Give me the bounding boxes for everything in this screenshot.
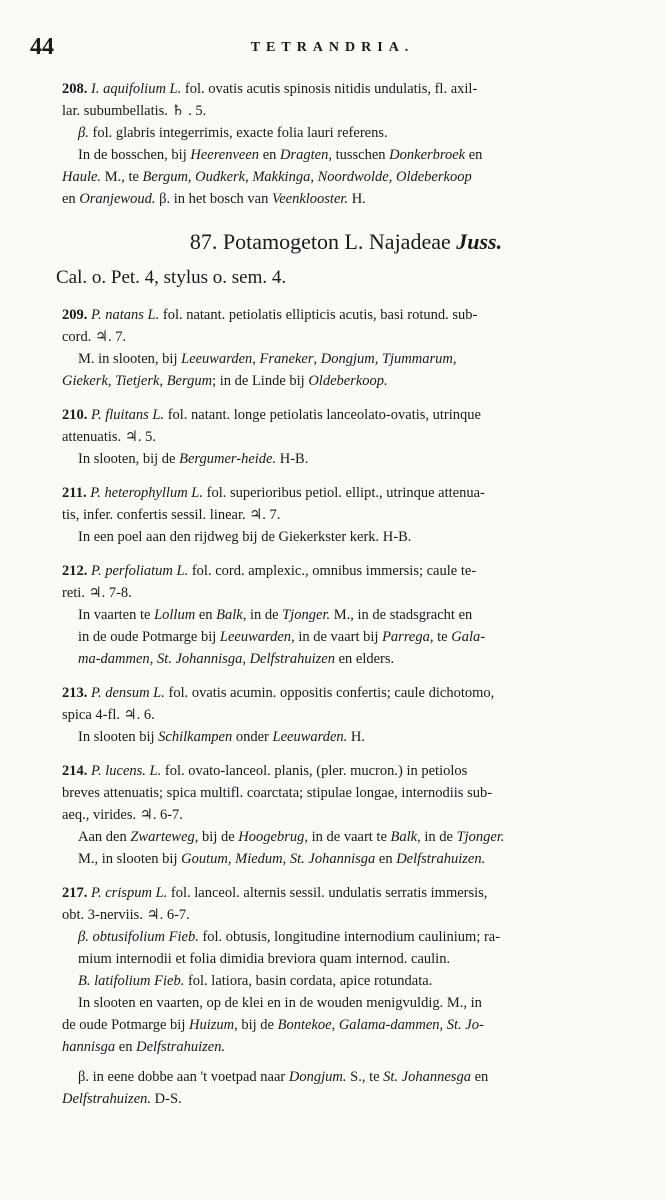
variety-symbol: B. bbox=[78, 973, 95, 989]
place-name: Oudkerk bbox=[195, 169, 246, 185]
locality-text: , in de vaart bij bbox=[291, 629, 383, 645]
place-name: Delfstrahuizen bbox=[249, 651, 335, 667]
description: fol. natant. petiolatis ellipticis acutis, basi rotund. sub- bbox=[159, 307, 478, 323]
entry-210 bbox=[62, 404, 630, 470]
entry-208 bbox=[62, 78, 630, 210]
locality-text: en bbox=[195, 607, 217, 623]
place-name: ma-dammen bbox=[78, 651, 150, 667]
locality-text: , bbox=[313, 351, 321, 367]
variety-symbol: β. bbox=[78, 929, 93, 945]
running-head: TETRANDRIA. bbox=[250, 40, 415, 55]
family-author: Juss. bbox=[456, 229, 503, 254]
locality-text: en bbox=[62, 191, 80, 207]
entry-number: 213. bbox=[62, 685, 88, 701]
locality-text: , tusschen bbox=[328, 147, 390, 163]
place-name: Oranjewoud. bbox=[79, 191, 156, 207]
locality-text: , bbox=[282, 851, 290, 867]
locality-text: , bbox=[245, 169, 253, 185]
description: fol. ovato-lanceol. planis, (pler. mucron.) in petiolos bbox=[161, 763, 468, 779]
locality-text: H-B. bbox=[276, 451, 309, 467]
locality-text: en elders. bbox=[334, 651, 395, 667]
variety-name: latifolium Fieb. bbox=[94, 973, 185, 989]
locality-text: Aan den bbox=[78, 829, 131, 845]
place-name: Giekerk bbox=[62, 373, 108, 389]
description: fol. ovatis acutis spinosis nitidis undulatis, fl. axil- bbox=[181, 81, 478, 97]
locality-text: , bbox=[107, 373, 116, 389]
family-label: Najadeae bbox=[363, 229, 457, 254]
place-name: Galama-dammen bbox=[338, 1017, 440, 1033]
locality-text: , te bbox=[429, 629, 452, 645]
place-name: Noordwolde bbox=[317, 169, 389, 185]
place-name: Goutum bbox=[181, 851, 228, 867]
locality-text: , bbox=[388, 169, 396, 185]
place-name: Bergumer-heide. bbox=[179, 451, 277, 467]
locality-text: M., in slooten bij bbox=[78, 851, 182, 867]
entry-212 bbox=[62, 560, 630, 670]
locality-text: S., te bbox=[346, 1069, 384, 1085]
locality-text: D-S. bbox=[151, 1091, 182, 1107]
place-name: Miedum bbox=[235, 851, 283, 867]
place-name: Veenklooster. bbox=[271, 191, 349, 207]
locality-text: , bbox=[159, 373, 167, 389]
place-name: Delfstrahuizen. bbox=[62, 1091, 152, 1107]
locality-text: en bbox=[465, 147, 483, 163]
locality-text: in de oude Potmarge bij bbox=[78, 629, 220, 645]
description: lar. subumbellatis. ♄ . 5. bbox=[62, 103, 207, 119]
description: aeq., virides. ♃. 6-7. bbox=[62, 807, 183, 823]
locality-text: , bbox=[242, 651, 250, 667]
locality-text: In slooten, bij de bbox=[78, 451, 180, 467]
locality-text: , bbox=[310, 169, 318, 185]
place-name: St. Johannisga bbox=[156, 651, 243, 667]
locality-text: en bbox=[375, 851, 397, 867]
species-name: P. heterophyllum L. bbox=[90, 485, 203, 501]
place-name: Dongjum. bbox=[288, 1069, 347, 1085]
entry-213 bbox=[62, 682, 630, 748]
place-name: Lollum bbox=[154, 607, 196, 623]
place-name: Zwarteweg bbox=[130, 829, 195, 845]
locality-text: , bbox=[227, 851, 236, 867]
description: fol. ovatis acumin. oppositis confertis; caule dichotomo, bbox=[164, 685, 495, 701]
variety-text: fol. obtusis, longitudine internodium caulinium; ra- bbox=[198, 929, 501, 945]
locality-text: β. in eene dobbe aan 't voetpad naar bbox=[78, 1069, 289, 1085]
variety-name: obtusifolium Fieb. bbox=[92, 929, 199, 945]
locality-text: , bij de bbox=[234, 1017, 278, 1033]
locality-text: In een poel aan den rijdweg bij de Giekerkster kerk. H-B. bbox=[78, 529, 412, 545]
variety-text: fol. glabris integerrimis, exacte folia lauri referens. bbox=[88, 125, 388, 141]
entry-number: 208. bbox=[62, 81, 88, 97]
place-name: Schilkampen bbox=[158, 729, 233, 745]
place-name: Tjonger. bbox=[456, 829, 505, 845]
variety-symbol: β. bbox=[78, 125, 89, 141]
locality-text: , bbox=[149, 651, 157, 667]
place-name: Donkerbroek bbox=[389, 147, 466, 163]
place-name: Parrega bbox=[382, 629, 430, 645]
locality-text: , in de bbox=[417, 829, 457, 845]
locality-text: H. bbox=[348, 191, 366, 207]
place-name: Heerenveen bbox=[190, 147, 260, 163]
description: fol. natant. longe petiolatis lanceolato-ovatis, utrinque bbox=[164, 407, 481, 423]
place-name: Balk bbox=[390, 829, 418, 845]
entry-number: 212. bbox=[62, 563, 88, 579]
place-name: Haule. bbox=[62, 169, 102, 185]
locality-text: ; in de Linde bij bbox=[212, 373, 309, 389]
entry-number: 210. bbox=[62, 407, 88, 423]
description: cord. ♃. 7. bbox=[62, 329, 127, 345]
place-name: St. Johannisga bbox=[289, 851, 376, 867]
species-name: P. natans L. bbox=[91, 307, 160, 323]
place-name: Balk bbox=[216, 607, 243, 623]
description: reti. ♃. 7-8. bbox=[62, 585, 132, 601]
place-name: Delfstrahuizen. bbox=[396, 851, 486, 867]
place-name: Bontekoe bbox=[277, 1017, 332, 1033]
locality-text: In slooten en vaarten, op de klei en in de wouden menigvuldig. M., in bbox=[78, 995, 482, 1011]
page-header bbox=[30, 34, 635, 64]
entry-number: 209. bbox=[62, 307, 88, 323]
species-name: P. crispum L. bbox=[91, 885, 168, 901]
entry-209 bbox=[62, 304, 630, 392]
description: fol. superioribus petiol. ellipt., utrinque attenua- bbox=[202, 485, 485, 501]
locality-text: onder bbox=[232, 729, 273, 745]
place-name: Leeuwarden. bbox=[272, 729, 348, 745]
place-name: Tjonger. bbox=[282, 607, 331, 623]
variety-text: fol. latiora, basin cordata, apice rotundata. bbox=[184, 973, 433, 989]
description: attenuatis. ♃. 5. bbox=[62, 429, 156, 445]
locality-text: de oude Potmarge bij bbox=[62, 1017, 189, 1033]
species-name: I. aquifolium L. bbox=[91, 81, 182, 97]
page-content bbox=[56, 78, 630, 1122]
genus-character: Cal. o. Pet. 4, stylus o. sem. 4. bbox=[56, 267, 287, 288]
locality-text: en bbox=[259, 147, 280, 163]
locality-text: en bbox=[470, 1069, 489, 1085]
description: tis, infer. confertis sessil. linear. ♃. 7. bbox=[62, 507, 281, 523]
locality-text: H. bbox=[347, 729, 366, 745]
entry-number: 211. bbox=[62, 485, 87, 501]
description: spica 4-fl. ♃. 6. bbox=[62, 707, 155, 723]
locality-text: , bbox=[187, 169, 196, 185]
locality-text: In vaarten te bbox=[78, 607, 155, 623]
place-name: Oldeberkoop. bbox=[308, 373, 388, 389]
page-number: 44 bbox=[30, 34, 54, 60]
place-name: Huizum bbox=[189, 1017, 235, 1033]
species-name: P. perfoliatum L. bbox=[91, 563, 189, 579]
place-name: Delfstrahuizen. bbox=[136, 1039, 226, 1055]
place-name: hannisga bbox=[62, 1039, 116, 1055]
locality-text: M., te bbox=[101, 169, 143, 185]
entry-211 bbox=[62, 482, 630, 548]
locality-text: , bbox=[374, 351, 382, 367]
description: obt. 3-nerviis. ♃. 6-7. bbox=[62, 907, 190, 923]
locality-text: M. in slooten, bij bbox=[78, 351, 182, 367]
place-name: Leeuwarden bbox=[219, 629, 292, 645]
place-name: Oldeberkoop bbox=[396, 169, 472, 185]
place-name: Franeker bbox=[259, 351, 314, 367]
description: breves attenuatis; spica multifl. coarctata; stipulae longae, internodiis sub- bbox=[62, 785, 493, 801]
locality-text: In de bosschen, bij bbox=[78, 147, 191, 163]
place-name: St. Johannesga bbox=[383, 1069, 471, 1085]
species-name: P. fluitans L. bbox=[91, 407, 165, 423]
place-name: Tietjerk bbox=[115, 373, 160, 389]
entry-number: 217. bbox=[62, 885, 88, 901]
genus-title: 87. Potamogeton L. bbox=[189, 229, 364, 254]
place-name: Leeuwarden bbox=[181, 351, 253, 367]
description: fol. cord. amplexic., omnibus immersis; caule te- bbox=[188, 563, 477, 579]
locality-text: , bbox=[439, 1017, 447, 1033]
variety-text: mium internodii et folia dimidia breviora quam internod. caulin. bbox=[78, 951, 451, 967]
place-name: Makkinga bbox=[252, 169, 311, 185]
entry-217 bbox=[62, 882, 630, 1110]
place-name: Tjummarum bbox=[381, 351, 453, 367]
place-name: Dragten bbox=[280, 147, 329, 163]
locality-text: , bbox=[331, 1017, 339, 1033]
species-name: P. lucens. L. bbox=[91, 763, 162, 779]
place-name: Dongjum bbox=[320, 351, 375, 367]
entry-214 bbox=[62, 760, 630, 870]
entry-number: 214. bbox=[62, 763, 88, 779]
locality-text: , in de bbox=[242, 607, 283, 623]
description: fol. lanceol. alternis sessil. undulatis serratis immersis, bbox=[167, 885, 488, 901]
locality-text: β. in het bosch van bbox=[155, 191, 272, 207]
place-name: Bergum bbox=[166, 373, 213, 389]
species-name: P. densum L. bbox=[91, 685, 165, 701]
locality-text: M., in de stadsgracht en bbox=[330, 607, 473, 623]
genus-heading bbox=[62, 228, 630, 256]
locality-text: , bbox=[452, 351, 457, 367]
place-name: Gala- bbox=[451, 629, 486, 645]
locality-text: en bbox=[115, 1039, 137, 1055]
locality-text: In slooten bij bbox=[78, 729, 159, 745]
locality-text: , bij de bbox=[194, 829, 239, 845]
place-name: Bergum bbox=[142, 169, 188, 185]
place-name: St. Jo- bbox=[446, 1017, 484, 1033]
place-name: Hoogebrug bbox=[238, 829, 305, 845]
locality-text: , bbox=[252, 351, 260, 367]
locality-text: , in de vaart te bbox=[304, 829, 391, 845]
